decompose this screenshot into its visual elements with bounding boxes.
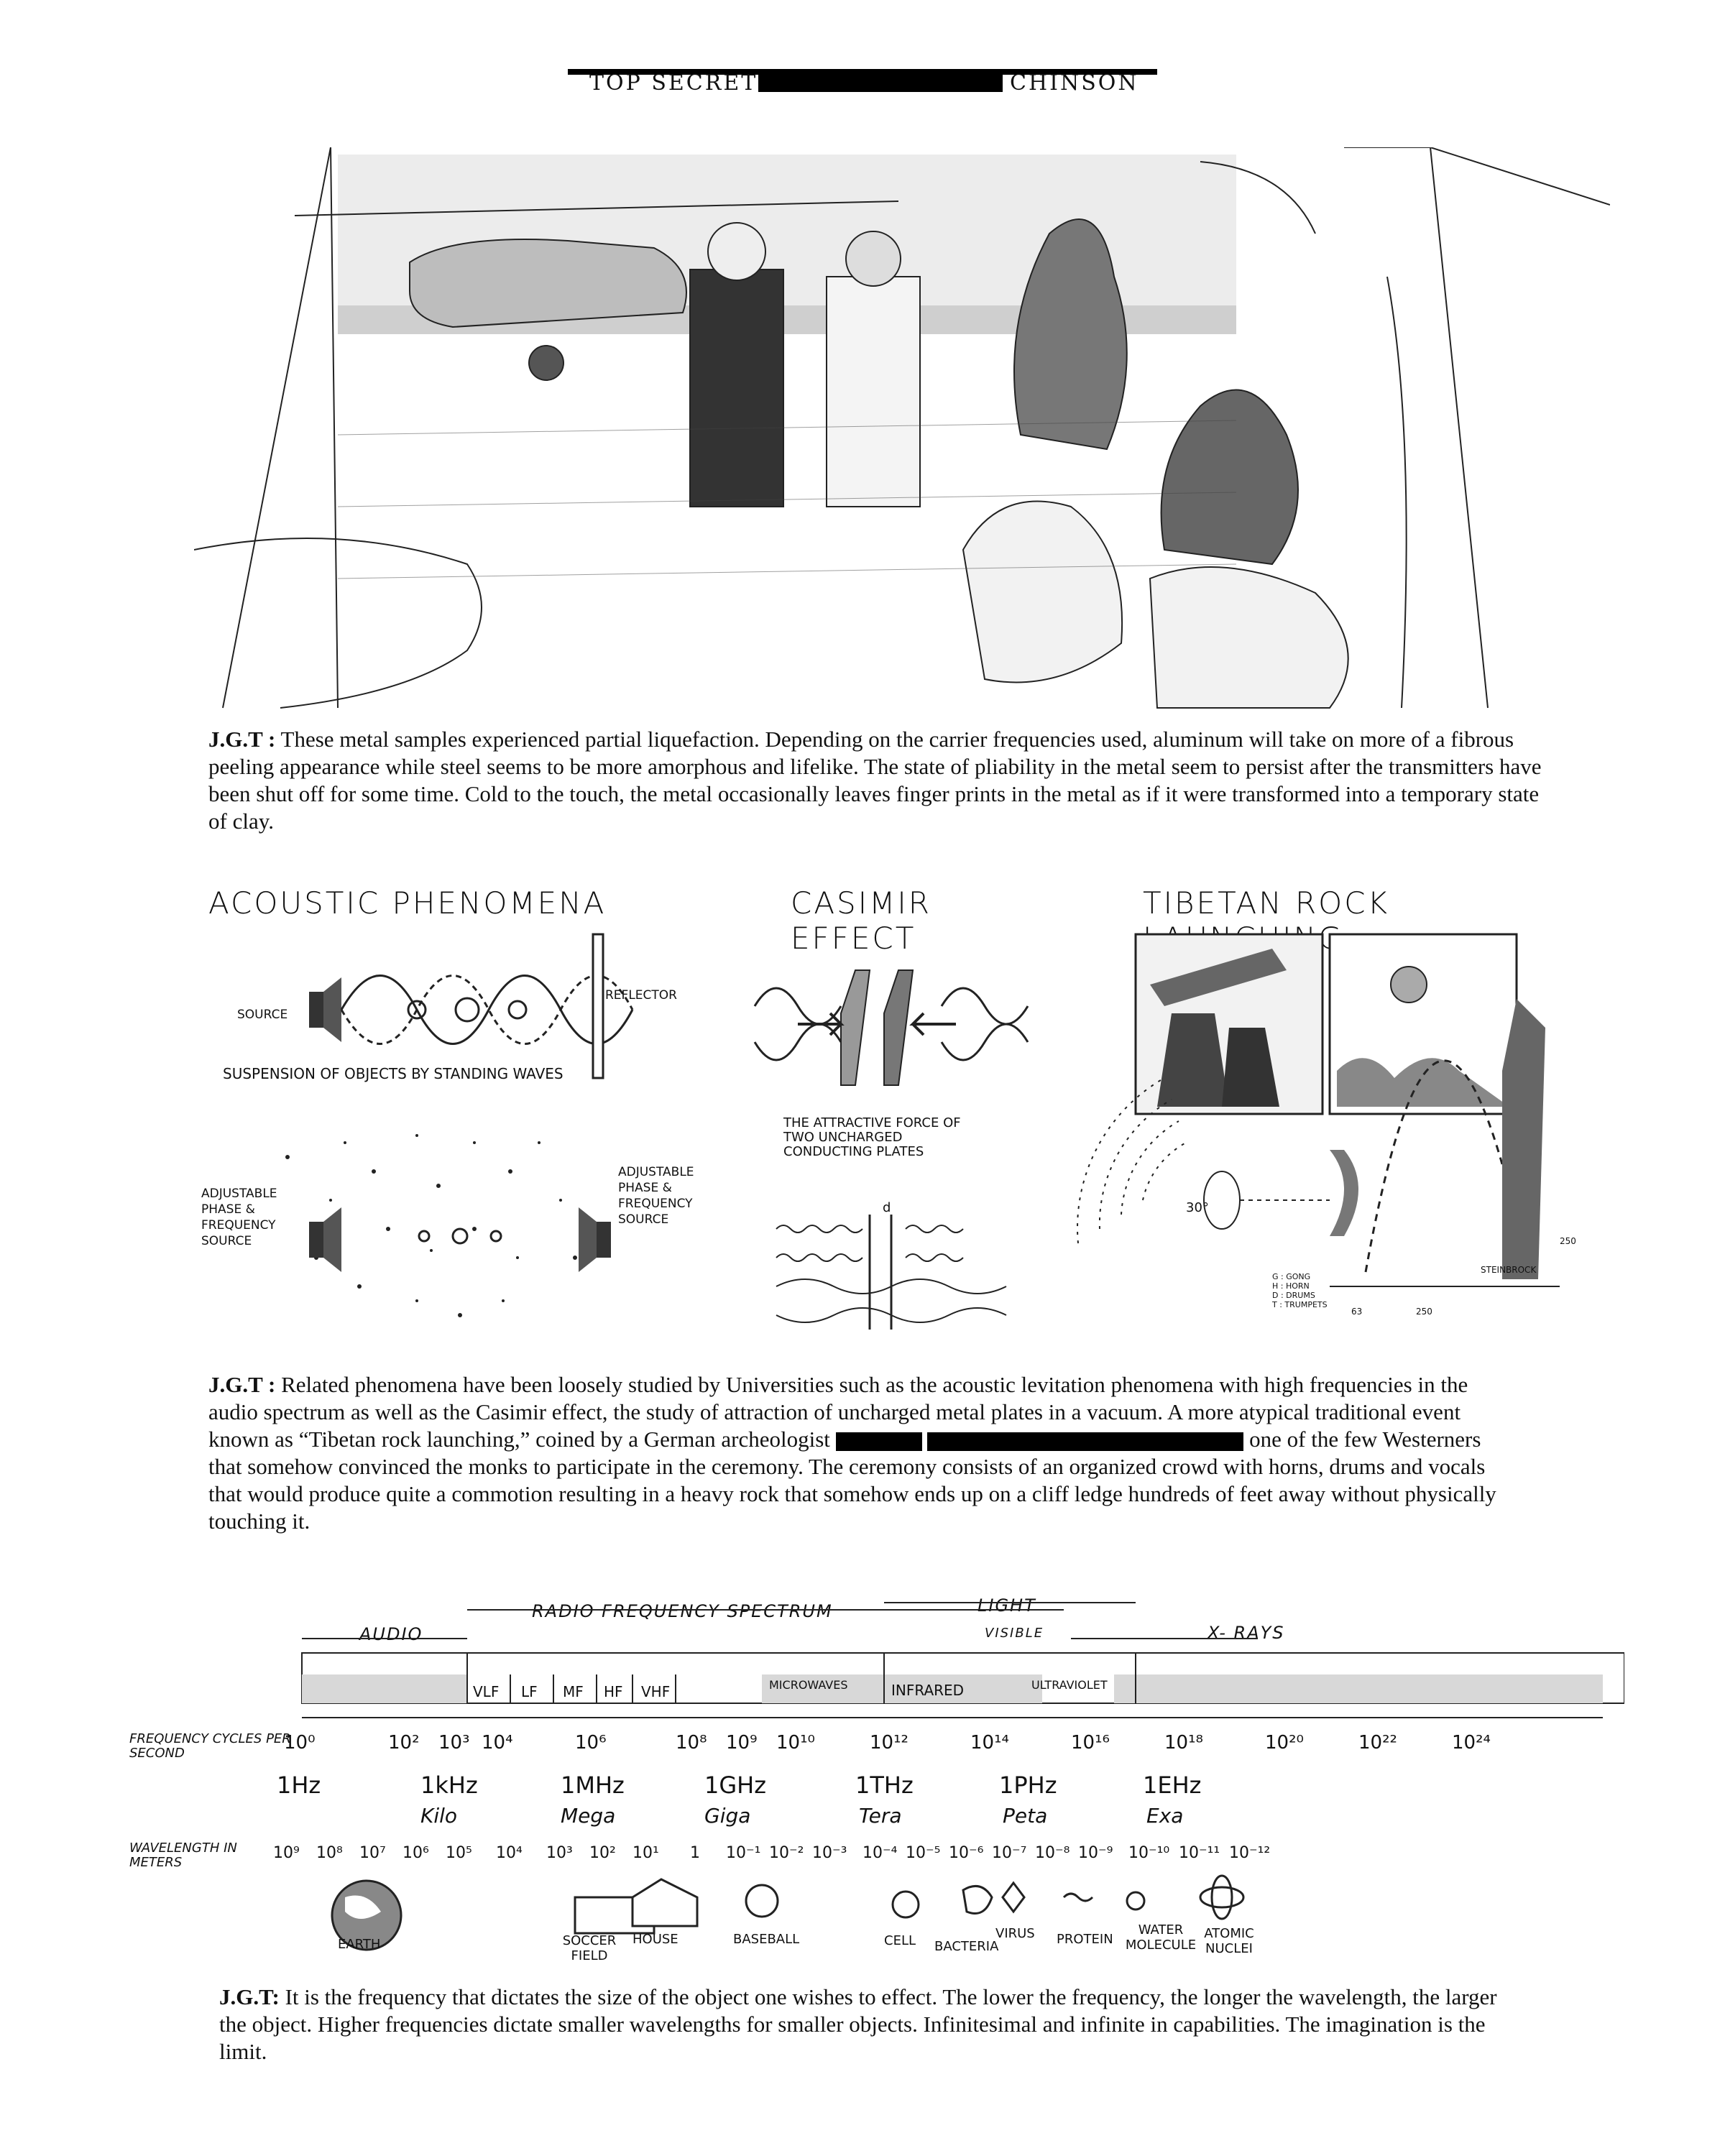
- freq-tick: 10¹⁸: [1164, 1732, 1203, 1754]
- wl-tick: 10⁻⁸: [1035, 1844, 1070, 1862]
- band-ultraviolet: ULTRAVIOLET: [1031, 1678, 1108, 1692]
- tibetan-title: TIBETAN ROCK: [1143, 885, 1390, 921]
- band-vlf: VLF: [473, 1683, 500, 1700]
- wl-tick: 10⁹: [273, 1844, 300, 1862]
- frequency-axis-label: FREQUENCY CYCLES PER SECOND: [129, 1731, 291, 1761]
- freq-tick: 10¹⁶: [1071, 1732, 1110, 1754]
- wl-tick: 10⁻¹: [726, 1844, 761, 1862]
- wl-tick: 10⁻⁴: [862, 1844, 898, 1862]
- spectrum-audio-label: AUDIO: [359, 1624, 423, 1644]
- redaction-inline: [836, 1432, 922, 1451]
- paragraph-2: [208, 1371, 1502, 1535]
- wl-tick: 10⁻⁵: [906, 1844, 941, 1862]
- paragraph-1-text: These metal samples experienced partial liquefaction. Depending on the carrier frequencies used, aluminum will take on more of a fibrous peeling appearance while steel seems to be more amorphous and lifelike. The state of pliability in the metal seem to persist after the transmitters have been shut off for some time. Cold to the touch, the metal occasionally leaves finger prints in the metal as if it were transformed into a temporary state of clay.: [208, 727, 1542, 834]
- tibetan-stone-label: STEINBROCK: [1481, 1265, 1537, 1275]
- tibetan-dim-3: 250: [1560, 1236, 1576, 1246]
- spectrum-chart: [129, 1595, 1624, 1969]
- tibetan-angle: 30°: [1186, 1200, 1209, 1215]
- wl-tick: 10⁶: [402, 1844, 429, 1862]
- wl-tick: 10³: [546, 1844, 573, 1862]
- wl-tick: 1: [690, 1844, 700, 1862]
- paragraph-1: [208, 726, 1545, 835]
- freq-tick: 10¹⁰: [776, 1732, 815, 1754]
- tibetan-dim-2: 250: [1416, 1307, 1432, 1317]
- casimir-title: CASIMIR EFFECT: [791, 885, 932, 956]
- freq-tick: 10¹²: [870, 1732, 908, 1754]
- tibetan-legend-trumpets: T : TRUMPETS: [1272, 1300, 1328, 1309]
- spectrum-visible-label: VISIBLE: [985, 1626, 1044, 1641]
- casimir-caption: THE ATTRACTIVE FORCE OF TWO UNCHARGED CONDUCTING PLATES: [783, 1115, 961, 1159]
- acoustic-caption: SUSPENSION OF OBJECTS BY STANDING WAVES: [223, 1065, 564, 1082]
- unit-phz: 1PHz: [999, 1772, 1057, 1799]
- spectrum-light-label: LIGHT: [978, 1595, 1036, 1616]
- tibetan-dim-1: 63: [1351, 1307, 1363, 1317]
- paragraph-2-label: J.G.T :: [208, 1372, 276, 1397]
- acoustic-panel: [201, 877, 719, 1365]
- illustration-metal-samples: [194, 147, 1610, 715]
- paragraph-2-text-b: one of the few Westerners that somehow convinced the monks to participate in the ceremony. The ceremony consists of an organized crowd with horns, drums and vocals that would produce quite a commotion resulting in a heavy rock that somehow ends up on a cliff ledge hundreds of feet away without physically touching it.: [208, 1427, 1496, 1534]
- freq-tick: 10⁴: [482, 1732, 513, 1754]
- wl-tick: 10⁷: [359, 1844, 386, 1862]
- wl-tick: 10⁻¹⁰: [1128, 1844, 1170, 1862]
- object-protein: PROTEIN: [1057, 1932, 1113, 1947]
- casimir-distance-label: d: [883, 1200, 891, 1215]
- freq-tick: 10²: [388, 1732, 420, 1754]
- unit-hz: 1Hz: [277, 1772, 321, 1799]
- spectrum-xrays-label: X- RAYS: [1208, 1623, 1285, 1643]
- object-house: HOUSE: [632, 1932, 678, 1947]
- wl-tick: 10⁻¹¹: [1179, 1844, 1220, 1862]
- object-atomic-nuclei: ATOMIC NUCLEI: [1204, 1926, 1254, 1956]
- wl-tick: 10⁻³: [812, 1844, 847, 1862]
- header-left: TOP SECRET: [589, 70, 758, 96]
- acoustic-right-source: ADJUSTABLE PHASE & FREQUENCY SOURCE: [618, 1165, 694, 1227]
- object-cell: CELL: [884, 1933, 916, 1948]
- paragraph-1-label: J.G.T :: [208, 727, 276, 752]
- wl-tick: 10⁵: [446, 1844, 472, 1862]
- wavelength-axis-label: WAVELENGTH IN METERS: [129, 1841, 237, 1870]
- unit-ehz: 1EHz: [1143, 1772, 1202, 1799]
- paragraph-3-label: J.G.T:: [219, 1984, 280, 2009]
- paragraph-3: [219, 1984, 1513, 2065]
- unit-mhz: 1MHz: [561, 1772, 625, 1799]
- unit-ghz: 1GHz: [704, 1772, 767, 1799]
- wl-tick: 10⁻⁹: [1078, 1844, 1113, 1862]
- header-right: CHINSON: [1010, 70, 1139, 96]
- tibetan-legend-drums: D : DRUMS: [1272, 1291, 1315, 1300]
- object-icons: [129, 1869, 1624, 1969]
- wl-tick: 10⁻²: [769, 1844, 804, 1862]
- acoustic-source-label: SOURCE: [237, 1008, 288, 1022]
- tibetan-legend-gong: G : GONG: [1272, 1272, 1311, 1281]
- header-bar: [568, 63, 1157, 96]
- object-earth: EARTH: [338, 1937, 381, 1952]
- acoustic-reflector-label: REFLECTOR: [605, 988, 677, 1003]
- prefix-exa: Exa: [1146, 1804, 1184, 1828]
- acoustic-title: ACOUSTIC PHENOMENA: [208, 885, 607, 921]
- wl-tick: 10⁴: [496, 1844, 523, 1862]
- object-soccer-field: SOCCER FIELD: [562, 1933, 617, 1963]
- paragraph-2-text-a: Related phenomena have been loosely studied by Universities such as the acoustic levitation phenomena with high frequencies in the audio spectrum as well as the Casimir effect, the study of attraction of uncharged metal plates in a vacuum. A more atypical traditional event known as “Tibetan rock launching,” coined by a German archeologist: [208, 1372, 1468, 1452]
- prefix-mega: Mega: [561, 1804, 616, 1828]
- object-virus: VIRUS: [995, 1926, 1035, 1941]
- freq-tick: 10²²: [1358, 1732, 1397, 1754]
- prefix-giga: Giga: [704, 1804, 751, 1828]
- freq-tick: 10⁸: [676, 1732, 707, 1754]
- band-hf: HF: [604, 1683, 623, 1700]
- wl-tick: 10⁻⁷: [992, 1844, 1027, 1862]
- unit-khz: 1kHz: [420, 1772, 478, 1799]
- band-vhf: VHF: [641, 1683, 671, 1700]
- object-baseball: BASEBALL: [733, 1932, 800, 1947]
- freq-tick: 10⁹: [726, 1732, 758, 1754]
- casimir-panel: [748, 877, 1035, 1365]
- redaction-bar: [758, 72, 1003, 92]
- wl-tick: 10²: [589, 1844, 616, 1862]
- unit-thz: 1THz: [855, 1772, 914, 1799]
- band-infrared: INFRARED: [891, 1682, 965, 1699]
- wl-tick: 10⁻⁶: [949, 1844, 984, 1862]
- prefix-peta: Peta: [1003, 1804, 1048, 1828]
- freq-tick: 10⁶: [575, 1732, 607, 1754]
- freq-tick: 10²⁰: [1265, 1732, 1304, 1754]
- band-mf: MF: [563, 1683, 584, 1700]
- object-bacteria: BACTERIA: [934, 1939, 999, 1954]
- wl-tick: 10⁸: [316, 1844, 343, 1862]
- wl-tick: 10¹: [632, 1844, 659, 1862]
- object-water-molecule: WATER MOLECULE: [1125, 1922, 1197, 1953]
- wl-tick: 10⁻¹²: [1229, 1844, 1271, 1862]
- prefix-kilo: Kilo: [420, 1804, 458, 1828]
- freq-tick: 10³: [438, 1732, 470, 1754]
- paragraph-3-text: It is the frequency that dictates the size of the object one wishes to effect. The lower the frequency, the longer the wavelength, the larger the object. Higher frequencies dictate smaller wavelengths for smaller objects. Infinitesimal and infinite in capabilities. The imagination is the limit.: [219, 1984, 1497, 2064]
- tibetan-legend-horn: H : HORN: [1272, 1281, 1310, 1291]
- prefix-tera: Tera: [859, 1804, 902, 1828]
- freq-tick: 10¹⁴: [970, 1732, 1009, 1754]
- spectrum-bar-graphic: [129, 1595, 1624, 1739]
- acoustic-left-source: ADJUSTABLE PHASE & FREQUENCY SOURCE: [201, 1187, 277, 1248]
- freq-tick: 10²⁴: [1452, 1732, 1491, 1754]
- tibetan-panel: [1057, 877, 1588, 1365]
- spectrum-radio-label: RADIO FREQUENCY SPECTRUM: [532, 1601, 833, 1621]
- band-microwaves: MICROWAVES: [769, 1678, 848, 1692]
- redaction-inline-2: [927, 1432, 1243, 1451]
- tibetan-scene-sketches: [1057, 927, 1588, 1358]
- freq-tick: 10⁰: [284, 1732, 316, 1754]
- band-lf: LF: [521, 1683, 538, 1700]
